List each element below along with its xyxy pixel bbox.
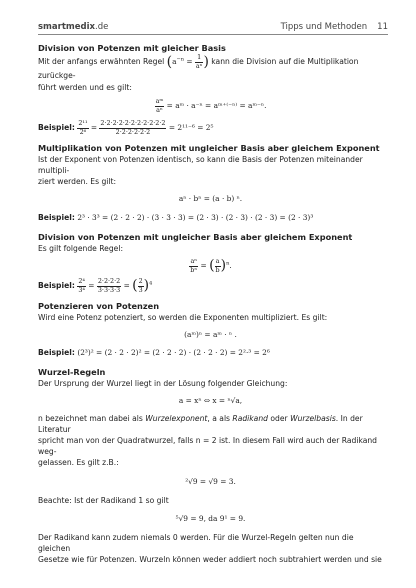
formula: aⁿ · bⁿ = (a · b) ⁿ. [178, 194, 243, 203]
page-number: 11 [377, 22, 388, 32]
formula: a = xⁿ ⇔ x = ⁿ√a, [178, 396, 243, 405]
section-heading-wurzel-regeln: Wurzel-Regeln [38, 367, 106, 377]
brand-logo: smartmedix.de [38, 22, 109, 32]
paragraph: Ist der Exponent von Potenzen identisch, so kann die Basis der Potenzen miteinander multipli- [38, 155, 363, 175]
paragraph: Beachte: Ist der Radikand 1 so gilt [38, 496, 169, 505]
formula: (aᵐ)ⁿ = aᵐ · ⁿ . [184, 330, 237, 339]
paragraph: gelassen. Es gilt z.B.: [38, 458, 119, 467]
formula: ²√9 = √9 = 3. [185, 477, 236, 486]
paragraph: Wird eine Potenz potenziert, so werden die Exponenten multipliziert. Es gilt: [38, 313, 328, 322]
paragraph: n bezeichnet man dabei als Wurzelexponent, a als Radikand oder Wurzelbasis. In der Literatur [38, 414, 363, 434]
rule-inline: ($a^{-n}$ = $\frac{1}{\text{aⁿ}}$ ) [166, 53, 209, 70]
section-heading-potenzieren: Potenzieren von Potenzen [38, 301, 160, 311]
example: Beispiel: 2³ · 3³ = (2 · 2 · 2) · (3 · 3 · 3) = (2 · 3) · (2 · 3) · (2 · 3) = (2 · 3)³ [38, 213, 314, 222]
example: Beispiel: $\frac{\text{2¹¹}}{\text{2⁶}}$ = $\frac{2\cdot 2\cdot 2\cdot 2\cdot 2\cdot 2\cdot 2\cdot 2\cdot 2\cdot 2\cdot 2}{2\cdot 2\cdot 2\cdot 2\cdot 2\cdot 2}$ = 2¹¹⁻⁶ = 2⁵ [38, 119, 214, 136]
header-rule [38, 34, 388, 35]
paragraph: Gesetze wie für Potenzen. Wurzeln können weder addiert noch subtrahiert werden und sie [38, 555, 382, 564]
paragraph: führt werden und es gilt: [38, 83, 132, 92]
paragraph: Es gilt folgende Regel: [38, 244, 124, 253]
section-heading-division-gleiche-basis: Division von Potenzen mit gleicher Basis [38, 43, 226, 53]
example: Beispiel: $\frac{\text{2⁴}}{\text{3⁴}}$ = $\frac{2\cdot 2\cdot 2\cdot 2}{3\cdot 3\cdot 3\cdot 3}$ = ( $\frac{2}{3}$ )$^4$ [38, 277, 153, 294]
paragraph: Der Ursprung der Wurzel liegt in der Lösung folgender Gleichung: [38, 379, 288, 388]
page-content [38, 40, 383, 565]
formula: $\frac{\text{aᵐ}}{\text{aⁿ}}$ = aᵐ · a⁻ⁿ = aᵐ⁺⁽⁻ⁿ⁾ = aᵐ⁻ⁿ. [155, 97, 267, 114]
example: Beispiel: (2³)² = (2 · 2 · 2)² = (2 · 2 · 2) · (2 · 2 · 2) = 2²·³ = 2⁶ [38, 348, 270, 357]
header-right [281, 22, 388, 32]
paragraph: Mit der anfangs erwähnten Regel ($a^{-n}$ = $\frac{1}{\text{aⁿ}}$ ) kann die Division auf die Multiplikation zurückge- [38, 53, 359, 80]
formula: ⁵√9 = 9, da 9¹ = 9. [175, 514, 246, 523]
section-heading-division-ungleiche-basis: Division von Potenzen mit ungleicher Basis aber gleichem Exponent [38, 232, 353, 242]
section-title: Tipps und Methoden [280, 22, 368, 32]
formula: $\frac{\text{aⁿ}}{\text{bⁿ}}$ = ( $\frac{a}{b}$ )$^n$. [190, 257, 232, 274]
paragraph: ziert werden. Es gilt: [38, 177, 117, 186]
paragraph: Der Radikand kann zudem niemals 0 werden. Für die Wurzel-Regeln gelten nun die gleichen [38, 533, 354, 553]
section-heading-multiplikation: Multiplikation von Potenzen mit ungleicher Basis aber gleichem Exponent [38, 143, 380, 153]
paragraph: spricht man von der Quadratwurzel, falls n = 2 ist. In diesem Fall wird auch der Radikand weg- [38, 436, 377, 456]
